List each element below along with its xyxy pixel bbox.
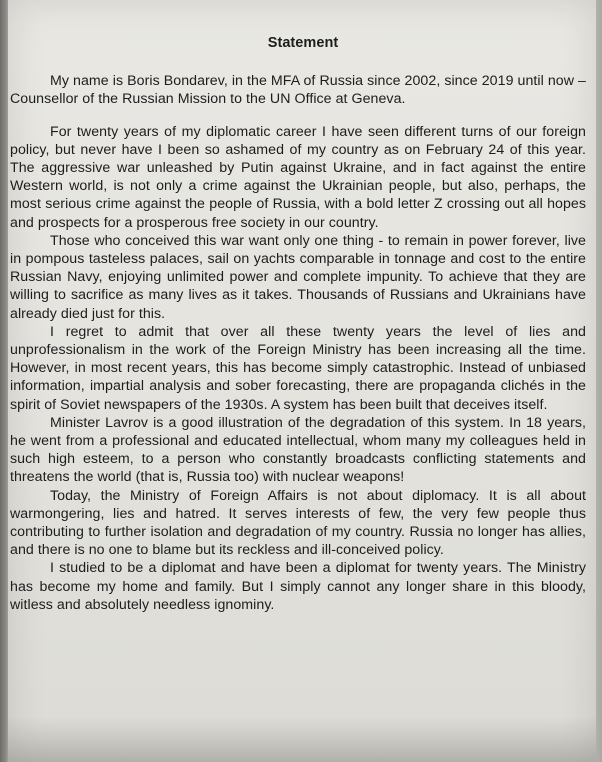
paragraph-2: For twenty years of my diplomatic career I have seen different turns of our foreign policy, but never have I been so ashamed of my country as on February 24 of this year. The aggressive war unleashed by Putin against Ukraine, and in fact against the entire Western world, is not only a crime against the Ukrainian people, but also, perhaps, the most serious crime against the people of Russia, with a bold letter Z crossing out all hopes and prospects for a prosperous free society in our country.	[10, 123, 586, 231]
paragraph-5: Minister Lavrov is a good illustration of the degradation of this system. In 18 years, he went from a professional and educated intellectual, whom many my colleagues held in such high esteem, to a person who constantly broadcasts conflicting statements and threatens the world (that is, Russia too) with nuclear weapons!	[10, 414, 586, 486]
paragraph-4: I regret to admit that over all these twenty years the level of lies and unprofessionalism in the work of the Foreign Ministry has been increasing all the time. However, in most recent years, this has become simply catastrophic. Instead of unbiased information, impartial analysis and sober forecasting, there are propaganda clichés in the spirit of Soviet newspapers of the 1930s. A system has been built that deceives itself.	[10, 323, 586, 413]
paragraph-6: Today, the Ministry of Foreign Affairs is not about diplomacy. It is all about warmongering, lies and hatred. It serves interests of few, the very few people thus contributing to further isolation and degradation of my country. Russia no longer has allies, and there is no one to blame but its reckless and ill-conceived policy.	[10, 487, 586, 559]
paper-sheet	[8, 0, 596, 762]
paragraph-7: I studied to be a diplomat and have been a diplomat for twenty years. The Ministry has become my home and family. But I simply cannot any longer share in this bloody, witless and absolutely needless ignominy.	[10, 560, 586, 613]
photo-shadow	[8, 716, 596, 762]
paragraph-3: Those who conceived this war want only one thing - to remain in power forever, live in pompous tasteless palaces, sail on yachts comparable in tonnage and cost to the entire Russian Navy, enjoying unlimited power and complete impunity. To achieve that they are willing to sacrifice as many lives as it takes. Thousands of Russians and Ukrainians have already died just for this.	[10, 232, 586, 322]
document-title: Statement	[267, 35, 339, 51]
statement-text	[10, 34, 586, 614]
paragraph-1: My name is Boris Bondarev, in the MFA of Russia since 2002, since 2019 until now – Counsellor of the Russian Mission to the UN Office at Geneva.	[10, 73, 586, 108]
